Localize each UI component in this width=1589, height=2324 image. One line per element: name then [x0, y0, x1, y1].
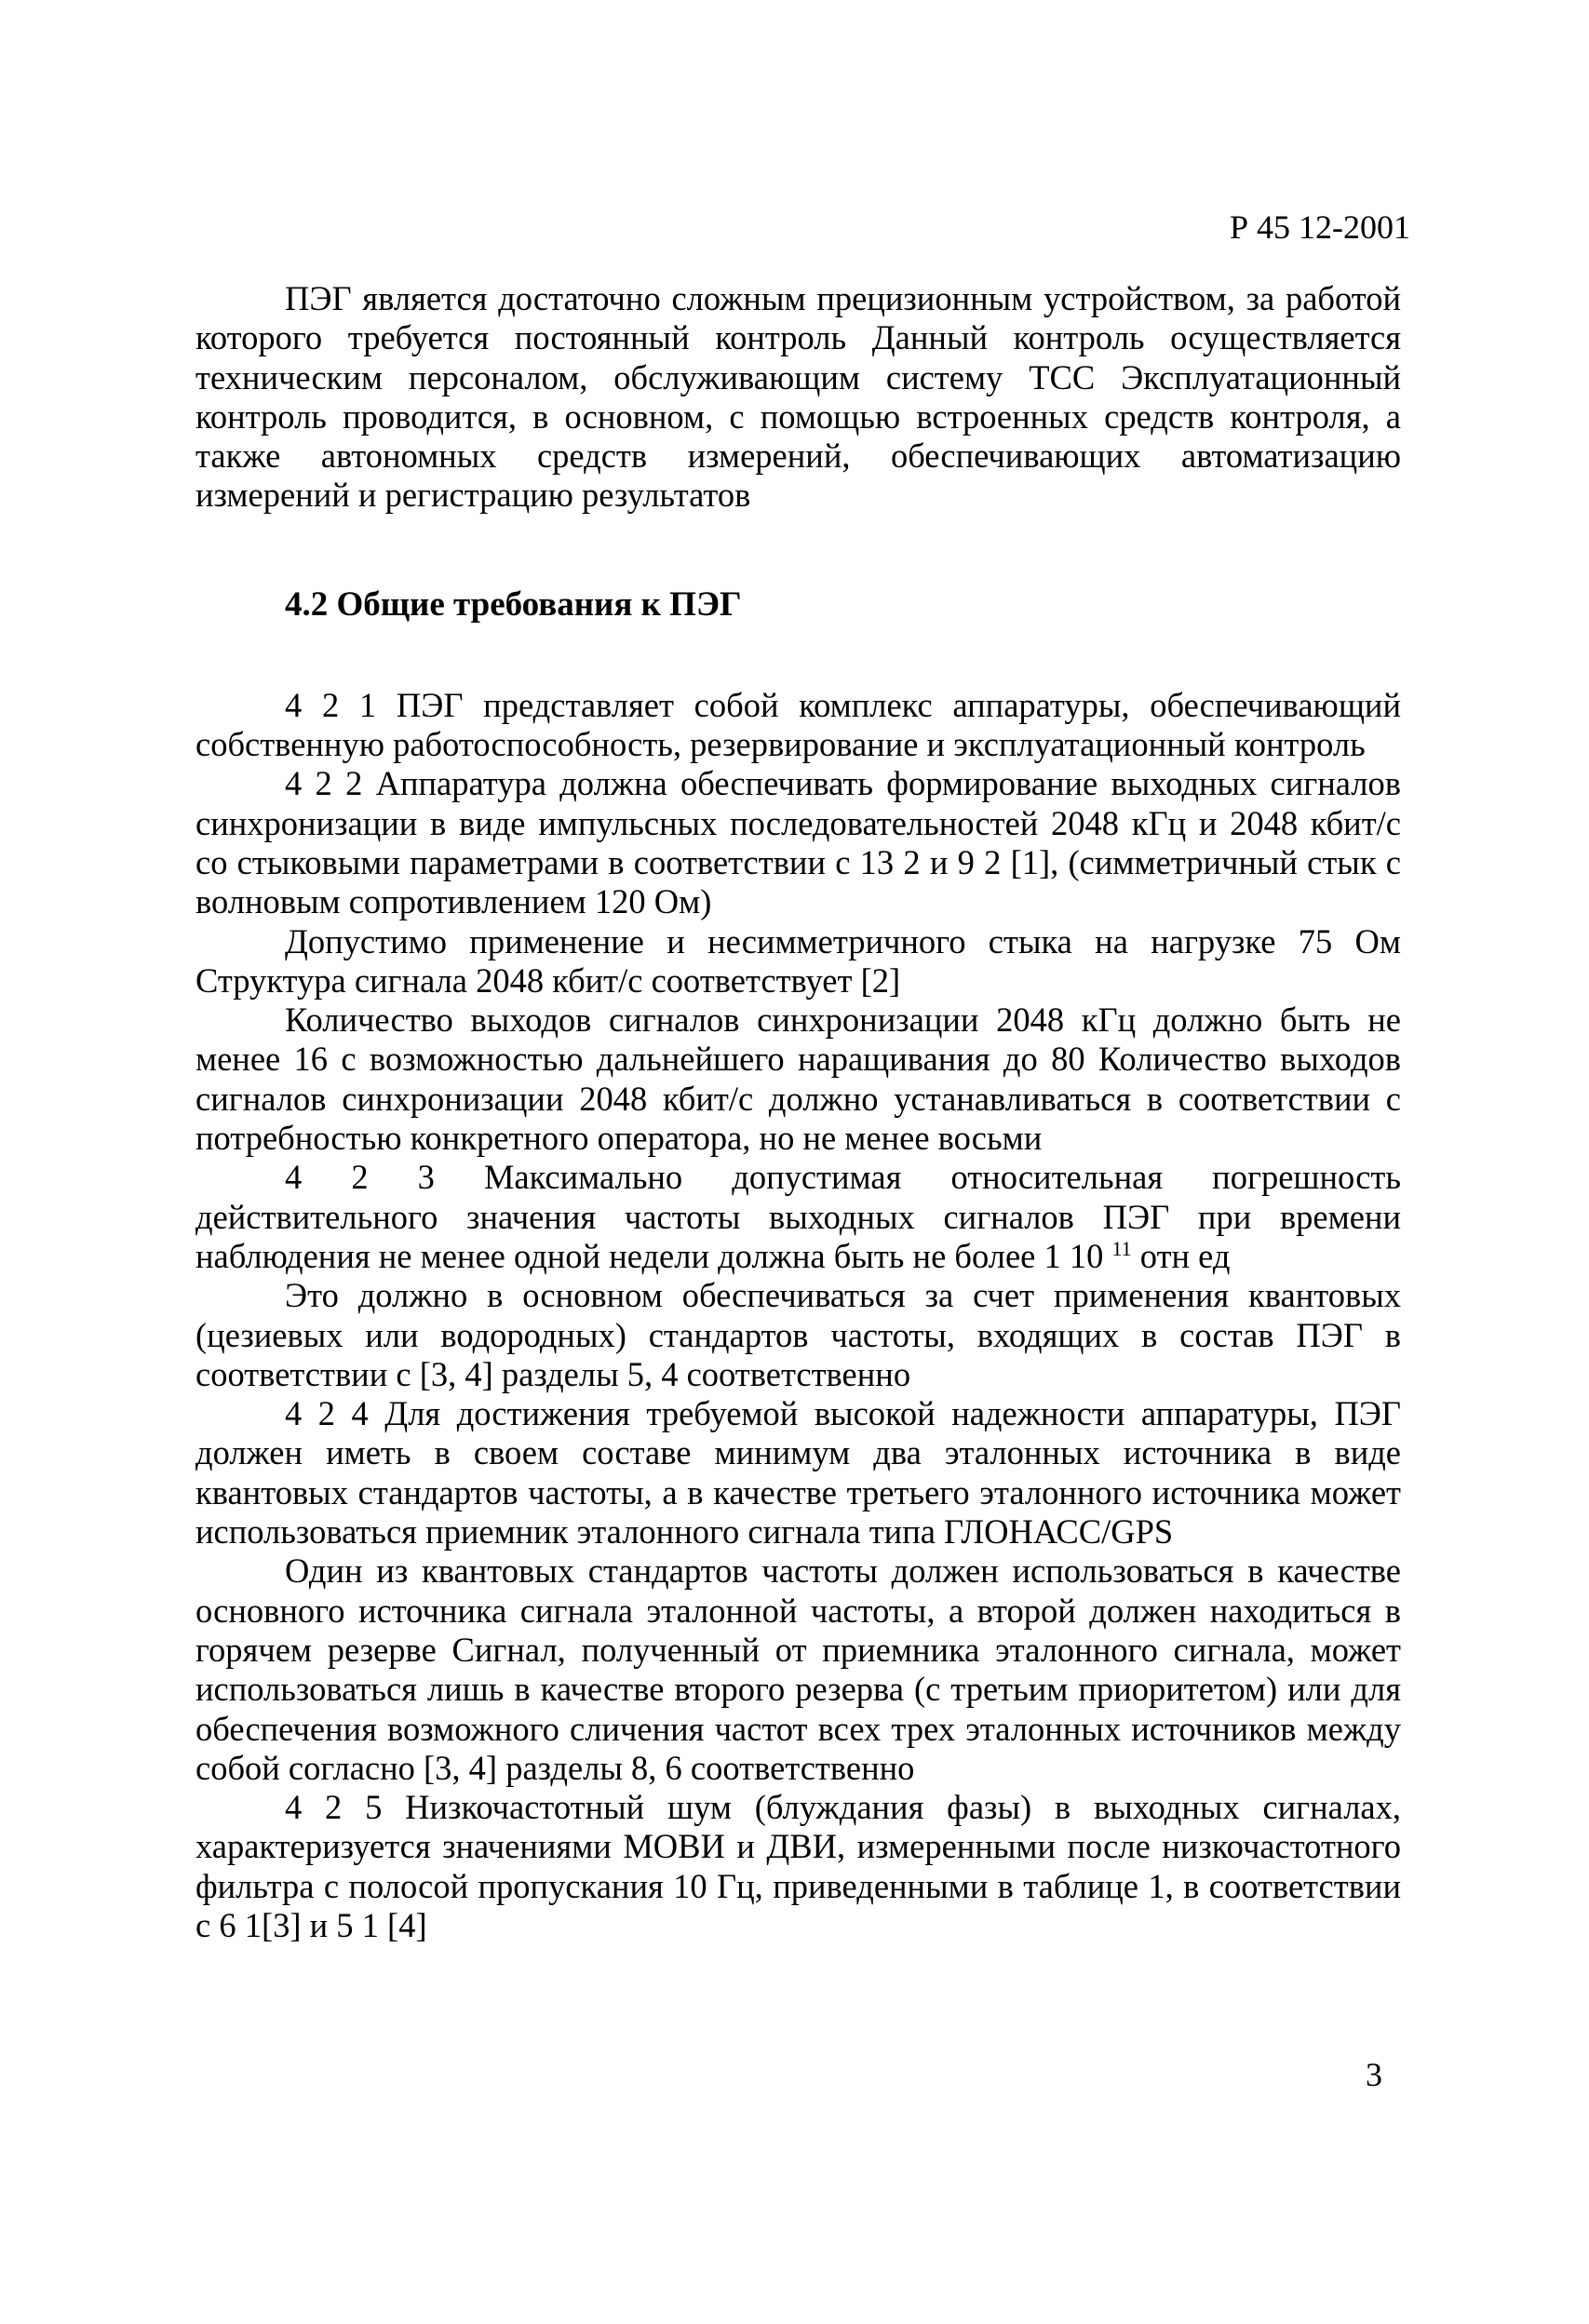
clause-4-2-3 — [195, 1158, 1401, 1276]
clause-4-2-2-asymmetric: Допустимо применение и несимметричного стыка на нагрузке 75 Ом Структура сигнала 2048 кбит/с соответствует [2] — [195, 921, 1401, 1000]
spacer — [195, 625, 1401, 686]
clause-4-2-3-exponent: 11 — [1111, 1236, 1132, 1260]
document-code: Р 45 12-2001 — [1229, 208, 1410, 246]
clause-4-2-3-unit: отн ед — [1139, 1236, 1231, 1275]
clause-4-2-1: 4 2 1 ПЭГ представляет собой комплекс аппаратуры, обеспечивающий собственную работоспособность, резервирование и эксплуатационный контроль — [195, 685, 1401, 764]
clause-4-2-5: 4 2 5 Низкочастотный шум (блуждания фазы) в выходных сигналах, характеризуется значениями МОВИ и ДВИ, измеренными после низкочастотного фильтра с полосой пропускания 10 Гц, приведенными в таблице 1, в соответствии с 6 1[3] и 5 1 [4] — [195, 1788, 1401, 1944]
clause-4-2-2: 4 2 2 Аппаратура должна обеспечивать формирование выходных сигналов синхронизации в виде импульсных последовательностей 2048 кГц и 2048 кбит/с со стыковыми параметрами в соответствии с 13 2 и 9 2 [1], (симметричный стык с волновым сопротивлением 120 Ом) — [195, 764, 1401, 921]
page-content — [195, 279, 1401, 1945]
clause-4-2-4: 4 2 4 Для достижения требуемой высокой надежности аппаратуры, ПЭГ должен иметь в своем составе минимум два эталонных источника в виде квантовых стандартов частоты, а в качестве третьего эталонного источника может использоваться приемник эталонного сигнала типа ГЛОНАСС/GPS — [195, 1394, 1401, 1552]
intro-paragraph: ПЭГ является достаточно сложным прецизионным устройством, за работой которого требуется постоянный контроль Данный контроль осуществляется техническим персоналом, обслуживающим систему ТСС Эксплуатационный контроль проводится, в основном, с помощью встроенных средств контроля, а также автономных средств измерений, обеспечивающих автоматизацию измерений и регистрацию результатов — [195, 279, 1401, 515]
clause-4-2-2-outputs: Количество выходов сигналов синхронизации 2048 кГц должно быть не менее 16 с возможностью дальнейшего наращивания до 80 Количество выходов сигналов синхронизации 2048 кбит/с должно устанавливаться в соответствии с потребностью конкретного оператора, но не менее восьми — [195, 1001, 1401, 1158]
clause-4-2-4-reserve: Один из квантовых стандартов частоты должен использоваться в качестве основного источника сигнала эталонной частоты, а второй должен находиться в горячем резерве Сигнал, полученный от приемника эталонного сигнала, может использоваться лишь в качестве второго резерва (с третьим приоритетом) или для обеспечения возможного сличения частот всех трех эталонных источников между собой согласно [3, 4] разделы 8, 6 соответственно — [195, 1552, 1401, 1787]
page-number: 3 — [1366, 2056, 1382, 2093]
spacer — [195, 516, 1401, 584]
clause-4-2-3-standards: Это должно в основном обеспечиваться за счет применения квантовых (цезиевых или водородных) стандартов частоты, входящих в состав ПЭГ в соответствии с [3, 4] разделы 5, 4 соответственно — [195, 1276, 1401, 1393]
section-heading: 4.2 Общие требования к ПЭГ — [285, 584, 742, 624]
clause-4-2-3-text: 4 2 3 Максимально допустимая относительная погрешность действительного значения частоты выходных сигналов ПЭГ при времени наблюдения не менее одной недели должна быть не более 1 10 — [195, 1158, 1401, 1275]
